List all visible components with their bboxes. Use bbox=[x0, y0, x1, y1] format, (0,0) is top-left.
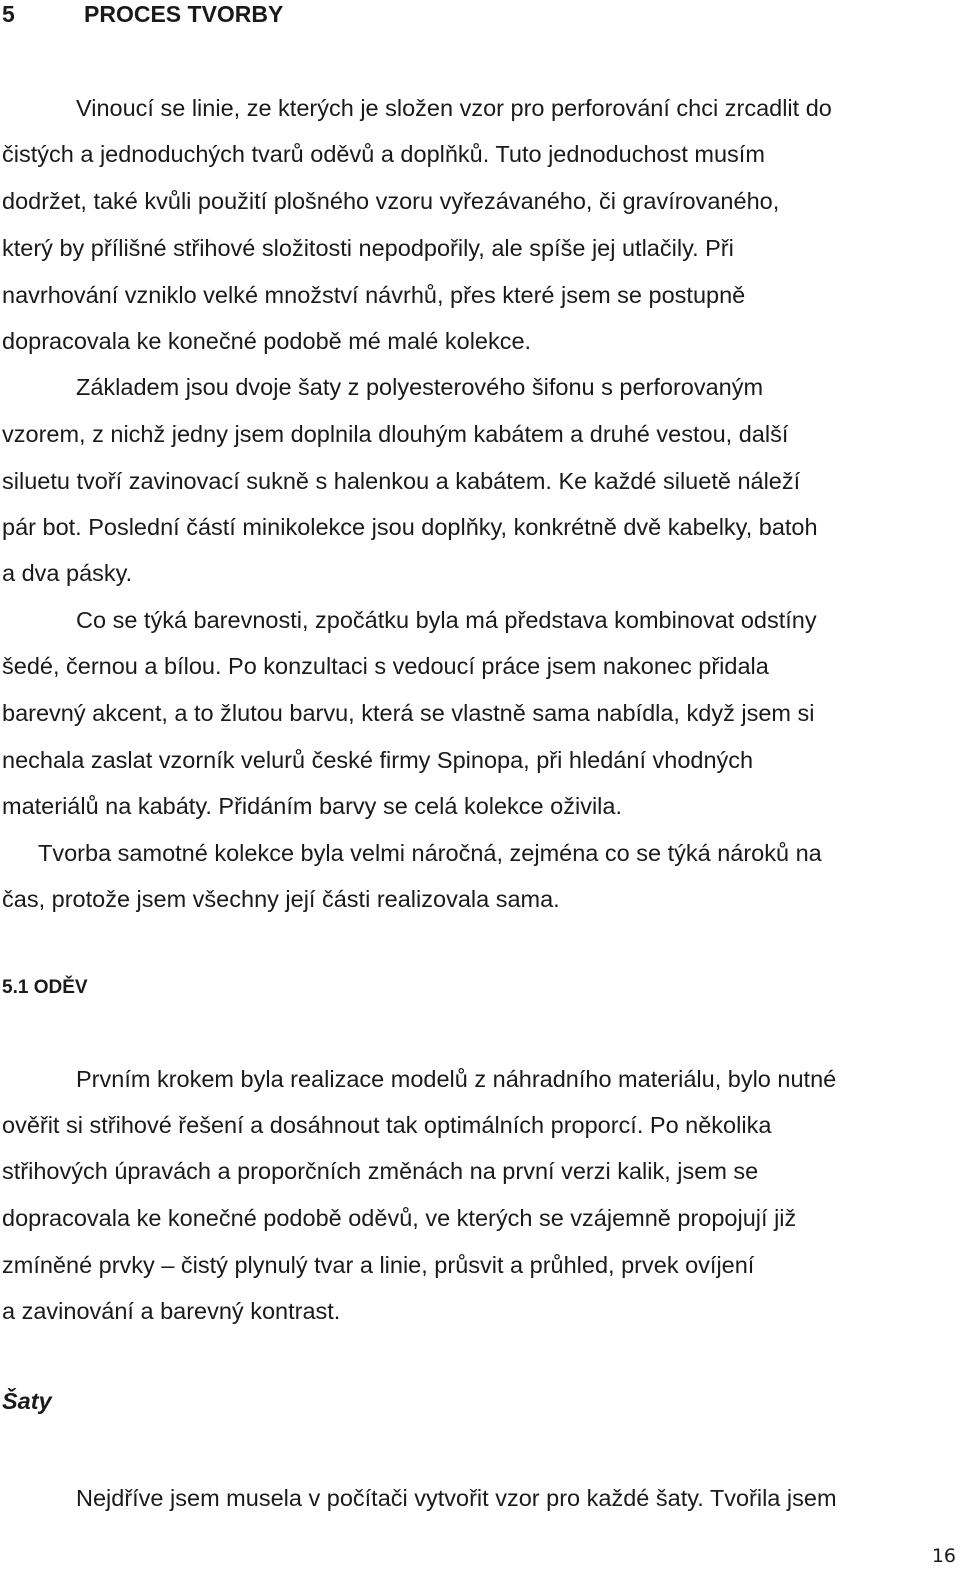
chapter-title: PROCES TVORBY bbox=[84, 1, 284, 27]
chapter-heading bbox=[2, 0, 283, 28]
paragraph-line: Nejdříve jsem musela v počítači vytvořit vzor pro každé šaty. Tvořila jsem bbox=[76, 1485, 837, 1511]
subsection-heading: Šaty bbox=[2, 1388, 52, 1414]
paragraph-line: siluetu tvoří zavinovací sukně s halenkou a kabátem. Ke každé siluetě náleží bbox=[2, 468, 801, 494]
paragraph-line: střihových úpravách a proporčních změnách na první verzi kalik, jsem se bbox=[2, 1158, 759, 1184]
paragraph-line: Vinoucí se linie, ze kterých je složen vzor pro perforování chci zrcadlit do bbox=[76, 95, 832, 121]
paragraph-line: nechala zaslat vzorník velurů české firmy Spinopa, při hledání vhodných bbox=[2, 747, 754, 773]
chapter-number: 5 bbox=[2, 1, 15, 27]
paragraph-line: a dva pásky. bbox=[2, 560, 133, 586]
paragraph-line: zmíněné prvky – čistý plynulý tvar a linie, průsvit a průhled, prvek ovíjení bbox=[2, 1252, 755, 1278]
paragraph-line: Základem jsou dvoje šaty z polyesterového šifonu s perforovaným bbox=[76, 374, 764, 400]
paragraph-line: barevný akcent, a to žlutou barvu, která se vlastně sama nabídla, když jsem si bbox=[2, 700, 815, 726]
paragraph-line: čistých a jednoduchých tvarů oděvů a doplňků. Tuto jednoduchost musím bbox=[2, 141, 765, 167]
page-number: 16 bbox=[931, 1545, 956, 1567]
paragraph-line: šedé, černou a bílou. Po konzultaci s vedoucí práce jsem nakonec přidala bbox=[2, 653, 769, 679]
paragraph-line: ověřit si střihové řešení a dosáhnout tak optimálních proporcí. Po několika bbox=[2, 1112, 772, 1138]
paragraph-line: Tvorba samotné kolekce byla velmi náročná, zejména co se týká nároků na bbox=[38, 840, 822, 866]
paragraph-line: dodržet, také kvůli použití plošného vzoru vyřezávaného, či gravírovaného, bbox=[2, 188, 780, 214]
paragraph-line: materiálů na kabáty. Přidáním barvy se celá kolekce oživila. bbox=[2, 793, 622, 819]
paragraph-line: dopracovala ke konečné podobě oděvů, ve kterých se vzájemně propojují již bbox=[2, 1205, 797, 1231]
paragraph-line: Co se týká barevnosti, zpočátku byla má představa kombinovat odstíny bbox=[76, 607, 817, 633]
section-heading: 5.1 ODĚV bbox=[2, 977, 88, 998]
paragraph-line: pár bot. Poslední částí minikolekce jsou doplňky, konkrétně dvě kabelky, batoh bbox=[2, 514, 818, 540]
paragraph-line: dopracovala ke konečné podobě mé malé kolekce. bbox=[2, 328, 532, 354]
paragraph-line: čas, protože jsem všechny její části realizovala sama. bbox=[2, 886, 560, 912]
paragraph-line: který by přílišné střihové složitosti nepodpořily, ale spíše jej utlačily. Při bbox=[2, 235, 734, 261]
paragraph-line: Prvním krokem byla realizace modelů z náhradního materiálu, bylo nutné bbox=[76, 1066, 837, 1092]
paragraph-line: navrhování vzniklo velké množství návrhů, přes které jsem se postupně bbox=[2, 282, 746, 308]
paragraph-line: a zavinování a barevný kontrast. bbox=[2, 1298, 341, 1324]
paragraph-line: vzorem, z nichž jedny jsem doplnila dlouhým kabátem a druhé vestou, další bbox=[2, 421, 789, 447]
